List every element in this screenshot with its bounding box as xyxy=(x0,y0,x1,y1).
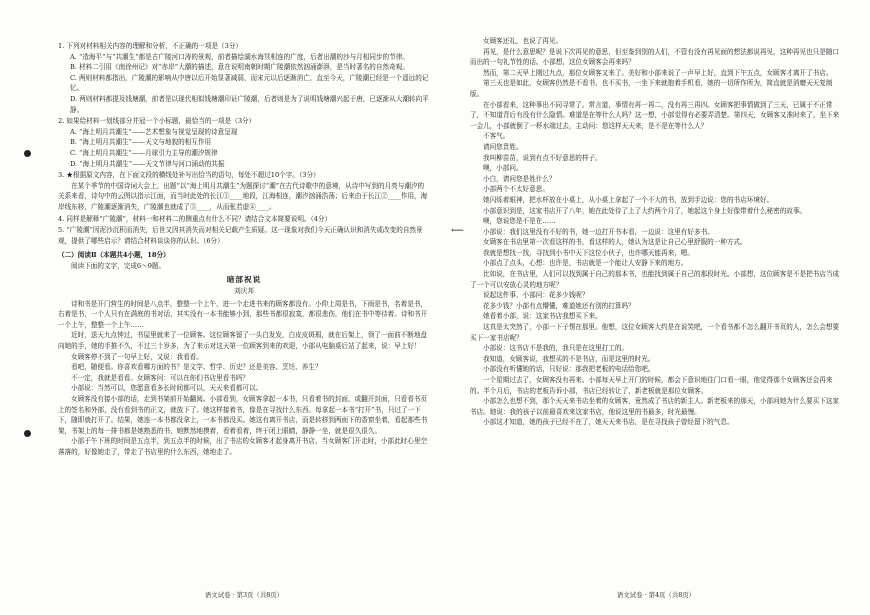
story-paragraph: 女顾客停不到了一句早上好，又说：我看看。 xyxy=(71,352,203,361)
story-paragraph: 噢，小部问。 xyxy=(483,164,523,173)
story-paragraph: 诗和书是开门营生的时间是八点半，整整一个上午，进一个走进书来的顾客都没有。小仰上周是书，下雨是书，名着是书，右着是书，一个人只有在满庭的书对话，其实没有一本书能够小到，那些书都很寂寞，都很悲伤，他们在书中等待着。诗和书开一个上午，整整一个上午…… xyxy=(58,299,428,329)
story-paragraph: 小部说：当然可以，您愿意看多长时间都可以，天天来看都可以。 xyxy=(71,384,263,393)
story-paragraph: 小部说：我们这里没有不好的书，她一边打开书本看，一边说：这里有好多书。 xyxy=(483,227,714,236)
story-paragraph: 小部这才知道，她的孩子已经不在了，她天天来书店，是在寻找孩子曾经留下的气息。 xyxy=(483,418,734,427)
option-b: B. 材料二引用《南徐州记》对“赤岸”大潮的描述，意在说明南朝时期广陵潮依然汹涌澎湃，是当时著名的自然奇观。 xyxy=(70,63,409,72)
story-paragraph: 花多少钱？小部有点懵懂，难道她还有别的打算吗？ xyxy=(483,301,635,310)
right-page xyxy=(470,36,842,428)
page-footer-left: 语文试卷 · 第3页（共8页） xyxy=(204,591,284,599)
story-paragraph: 小部说：这书店不是我的，我只是在这里打工的。 xyxy=(483,344,629,353)
story-paragraph: 女顾客没有接小部的话，走到书架前开始翻阅。小部看到，女顾客拿起一本书，只看着书的封面，或翻开封面，只看看书页上的签名和外部，没有看到书的正文，就放下了。她这样接着书，像是在寻找什么东西。每拿起一本书“打开”书，只过了一下下，随即就打开了。结果，她连一本书都没拿上，一本书都没买。她这有离开书店，而是转移到两面下的香窗坐着，看起那些书架，书架上的每一排书都是她熟悉的书，她默然地摸着，看着看着，终于闭上眼睛，静静一坐，就是很久很久。 xyxy=(58,395,428,435)
story-paragraph: 她闪烁着眼神，把水杯放在小桌上，从小桌上拿起了一个不大的书，放到手边说：您的书店环境好。 xyxy=(483,195,774,204)
story-paragraph: 近时，送天九点钟过，书屋里就来了一位顾客。这位顾客留了一头白发发，白皮皮斑瑕，就在后架上，领了一面前不断地盘向她的手，她的手推不久，不过三十岁多，为了来示对这天第一位顾客到来的欢迎，小部从电脑桌后站了起来，说：早上好！ xyxy=(58,331,428,351)
question-4: 4. 同样是解释“广陵潮”，材料一和材料二的侧重点有什么不同？请结合文本简要说明。（4分） xyxy=(58,214,332,223)
section-instruction: 阅读下面的文字，完成6～9题。 xyxy=(71,261,166,270)
story-paragraph: 我知道，女顾客说，我想买的不是书店，而是这里的时光。 xyxy=(483,354,655,363)
question-1: 1. 下列对材料相关内容的理解和分析，不正确的一项是（3分） xyxy=(58,42,243,50)
story-paragraph: 说起这件事，小部问：花多少钱呢？ xyxy=(483,291,589,300)
option-a: A. “海上明月共潮生”——艺术想象与视觉呈现的诗意呈现 xyxy=(70,127,238,136)
question-3: 3. ★根据原文内容，在下面文段的横线处补写出恰当的语句，每处不超过10个字。（3分） xyxy=(58,171,320,180)
story-paragraph: 这真是太突然了，小部一下子愣在那里。他想，这位女顾客大约是在说笑吧，一个看书都不怎么翻开书页的人，怎么会想要买下一家书店呢？ xyxy=(470,323,840,342)
story-paragraph: 我就是想找一找，寻找到小书中天下这位小伙子，也许哪天能再来，嗯。 xyxy=(483,248,694,257)
section-heading: （二）阅读Ⅱ（本题共4小题，18分） xyxy=(58,251,170,260)
question-2: 2. 如果给材料一划线部分并冠一个小标题，最恰当的一项是（3分） xyxy=(58,117,256,126)
question-3-passage: 在某个季节的中国诗词大会上，出题“以“海上明月共潮生”为题探讨“潮”在古代诗歌中的意境，从诗中写到的月亮与潮汐的关系来看，诗句中的云图以指示江面，而当时此处的长江①____地段，江海相连，潮汐汹涌浩荡；后来由于长江②____作用，海岸线东移，广陵潮逐渐消失，广陵潮也就成了③____，从而张若虚④____。 xyxy=(58,181,428,211)
story-paragraph: 噢，您说您是不是在…… xyxy=(483,217,556,226)
story-paragraph: 请问您贵姓。 xyxy=(483,142,523,151)
story-paragraph: 再见，是什么意思呢？是说下次再见的意思，但至鉴到别的人们，不管有没有再见面的想法都说再见，这种再见也只是随口而出的一句礼节性的话。小部想，这位女顾客会再来吗？ xyxy=(470,47,840,67)
pen-mark-icon: ⟵ xyxy=(451,226,464,236)
option-d: D. 两则材料都提及钱塘潮，前者是以现代相似钱塘潮印证广陵潮，后者则是为了说明钱塘潮兴起于唐，已逐渐从大潮转向平静。 xyxy=(70,94,429,114)
story-paragraph: 小部没有听懂她的话，只好说：那我把老板的电话给您吧。 xyxy=(483,365,655,374)
story-body xyxy=(58,299,430,458)
story-paragraph: 比如说，在书店里，人们可以找到属于自己的那本书，也能找到属于自己的那段时光。小部想，这位顾客是不是把书店当成了一个可以安放心灵的地方呢？ xyxy=(470,270,840,289)
story-paragraph: 一个星期过去了，女顾客没有再来。小部每天早上开门的时候，都会下意识地往门口看一眼，他觉得那个女顾客还会再来的。半个月后，书店的老板告诉小部，书店已经转让了，新老板就是那位女顾客。 xyxy=(470,376,833,395)
option-c: C. 两则材料都指出，广陵潮的影响从中唐以后开始显著减弱，而宋元以后逐渐消亡，直至今天，广陵潮已经是一个遥远的记忆。 xyxy=(70,73,429,93)
story-paragraph: 不客气。 xyxy=(483,132,510,141)
story-paragraph: 女顾客还礼，也说了再见。 xyxy=(483,37,563,45)
option-c: C. “海上明月共潮生”——月球引力主导的潮汐规律 xyxy=(70,148,218,157)
question-2-options xyxy=(58,127,430,169)
story-paragraph: 我叫柳苗苗，说到有点不好意思的样子。 xyxy=(483,153,602,162)
option-b: B. “海上明月共潮生”——天文与地貌的相互作用 xyxy=(70,138,212,147)
story-paragraph: 小部两个不太好意思。 xyxy=(483,185,549,194)
left-page xyxy=(58,40,430,458)
story-author: 刘庆邦 xyxy=(234,287,254,296)
story-title: 暗部祝说 xyxy=(226,275,262,285)
binding-hole-icon xyxy=(24,150,31,157)
page-footer-right: 语文试卷 · 第4页（共8页） xyxy=(616,591,696,599)
binding-hole-icon xyxy=(24,430,31,437)
option-a: A. “造海平”与“共潮生”都是古广陵河口涛的景观，前者描绘湖水海冥相连的广度，后者出潮的沙与月相同步的节律。 xyxy=(70,52,409,61)
story-paragraph: 小部意识到是，这家书店开了八年，她在此处待了上了大约两个月了，她起这个身上好像带着什么秘密的故事。 xyxy=(483,206,807,215)
story-paragraph: 不一定，我就是看看。女顾客问：可以在你们书店里看书吗？ xyxy=(71,373,250,382)
story-paragraph: 然而，第二天早上刚过九点，那位女顾客又来了。美好和小部来说了一声早上好，直到下午五点，女顾客才离开了书店。 xyxy=(483,68,833,77)
story-paragraph: 第三天也是如此，女顾客仍然是不看书，也不买书，一坐下来就抱着手机看，她的一切所作所为，简直就是消磨天天复制版。 xyxy=(470,79,833,98)
story-paragraph: 女顾客在书店里第一次看这样的书，看这样的人，她认为这是让自己心里舒服的一种方式。 xyxy=(483,238,747,247)
option-d: D. “海上明月共潮生”——天文节律与河口涌动的共振 xyxy=(70,159,225,168)
question-1-options xyxy=(58,52,430,116)
story-paragraph: 小部怎么也想不到，那个天天来书店坐着的女顾客，竟然成了书店的新主人。新老板来的那天，小部问她为什么要买下这家书店。她说：我的孩子以前最喜欢来这家书店，他说这里的书最多，时光最慢。 xyxy=(470,397,840,416)
question-5: 5. “广陵潮”因泥沙沉积而消失，后世又因其消失而对相关记载产生质疑。这一现象对我们今天正确认识和消失或改变的自然景观，提供了哪些启示？请结合材料谈谈你的认识。（6分） xyxy=(58,226,423,245)
story-paragraph: 她看着小部，说：这家书店我想买下来。 xyxy=(483,312,602,321)
story-paragraph: 小部于午下班的时间是五点半，到五点半的时候，出了书店的女顾客才起身离开书店，当女顾客门开走时，小部此时心里空落落的，好像她走了，带走了书店里的什么东西，她地走了。 xyxy=(58,437,428,456)
story-paragraph: 看吧，随便看。你喜欢看哪方面的书？是文学、哲学、历史？还是美容、烹饪、养生？ xyxy=(71,363,322,372)
story-paragraph: 小白，请问您是姓什么？ xyxy=(483,174,556,183)
story-paragraph: 小部点了点头，心想：也许是，书店就是一个能让人安静下来的地方。 xyxy=(483,259,688,268)
story-paragraph: 在小部看来，这种事出不同寻常了。常言道，事情有再一再二，没有再三再四。女顾客把事情做到了三天，已属于不正常了，不知道背后有没有什么隐情。难道是在等什么人吗？这一想，小部觉得有必要弄清楚。第四天，女顾客又准时来了，坐下来一会儿，小部就倒了一杯水端过去，主动问：您这样天天来，是不是在等什么人？ xyxy=(470,100,840,130)
